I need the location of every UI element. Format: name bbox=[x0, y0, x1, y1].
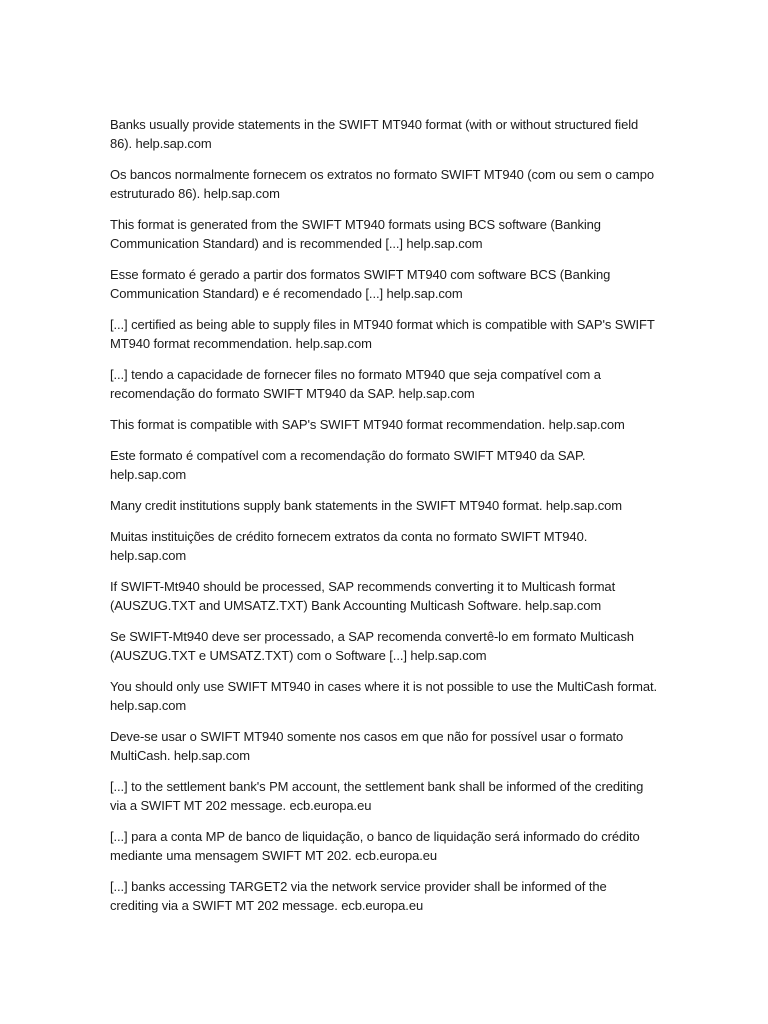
paragraph-6: [...] tendo a capacidade de fornecer files no formato MT940 que seja compatível com a recomendação do formato SWIFT MT940 da SAP. help.sap.com bbox=[110, 367, 601, 401]
paragraph-12: Se SWIFT-Mt940 deve ser processado, a SAP recomenda convertê-lo em formato Multicash (AUSZUG.TXT e UMSATZ.TXT) com o Software [...] help.sap.com bbox=[110, 629, 634, 663]
paragraph-2: Os bancos normalmente fornecem os extratos no formato SWIFT MT940 (com ou sem o campo estruturado 86). help.sap.com bbox=[110, 167, 654, 201]
paragraph-5: [...] certified as being able to supply files in MT940 format which is compatible with SAP's SWIFT MT940 format recommendation. help.sap.com bbox=[110, 317, 655, 351]
paragraph-7: This format is compatible with SAP's SWIFT MT940 format recommendation. help.sap.com bbox=[110, 417, 625, 432]
paragraph-15: [...] to the settlement bank's PM account, the settlement bank shall be informed of the crediting via a SWIFT MT 202 message. ecb.europa.eu bbox=[110, 779, 644, 813]
paragraph-9: Many credit institutions supply bank statements in the SWIFT MT940 format. help.sap.com bbox=[110, 498, 623, 513]
paragraph-11: If SWIFT-Mt940 should be processed, SAP recommends converting it to Multicash format (AUSZUG.TXT and UMSATZ.TXT) Bank Accounting Multicash Software. help.sap.com bbox=[110, 579, 616, 613]
paragraph-1: Banks usually provide statements in the SWIFT MT940 format (with or without structured field 86). help.sap.com bbox=[110, 117, 639, 151]
paragraph-14: Deve-se usar o SWIFT MT940 somente nos casos em que não for possível usar o formato MultiCash. help.sap.com bbox=[110, 729, 624, 763]
paragraph-4: Esse formato é gerado a partir dos formatos SWIFT MT940 com software BCS (Banking Communication Standard) e é recomendado [...] help.sap.com bbox=[110, 267, 611, 301]
paragraph-8: Este formato é compatível com a recomendação do formato SWIFT MT940 da SAP. help.sap.com bbox=[110, 448, 586, 482]
paragraph-3: This format is generated from the SWIFT MT940 formats using BCS software (Banking Communication Standard) and is recommended [...] help.sap.com bbox=[110, 217, 601, 251]
paragraph-17: [...] banks accessing TARGET2 via the network service provider shall be informed of the crediting via a SWIFT MT 202 message. ecb.europa.eu bbox=[110, 879, 607, 913]
document-page bbox=[110, 115, 658, 927]
paragraph-16: [...] para a conta MP de banco de liquidação, o banco de liquidação será informado do crédito mediante uma mensagem SWIFT MT 202. ecb.europa.eu bbox=[110, 829, 640, 863]
paragraph-13: You should only use SWIFT MT940 in cases where it is not possible to use the MultiCash format. help.sap.com bbox=[110, 679, 657, 713]
paragraph-10: Muitas instituições de crédito fornecem extratos da conta no formato SWIFT MT940. help.sap.com bbox=[110, 529, 588, 563]
